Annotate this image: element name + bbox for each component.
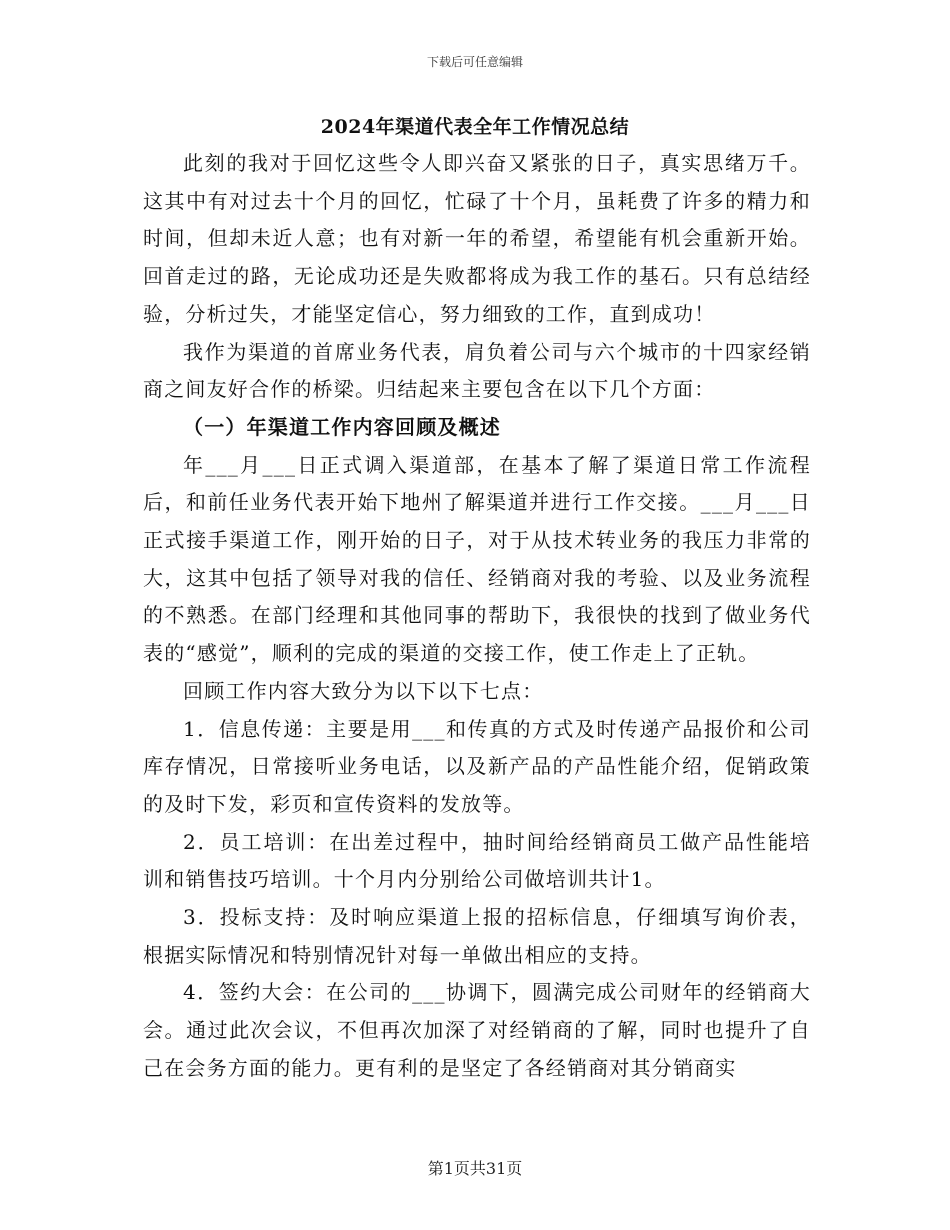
- document-title: 2024年渠道代表全年工作情况总结: [320, 116, 630, 138]
- list-item-staff-training: 2．员工培训：在出差过程中，抽时间给经销商员工做产品性能培训和销售技巧培训。十个月内分别给公司做培训共计1。: [143, 829, 811, 892]
- section-heading: （一）年渠道工作内容回顾及概述: [183, 414, 501, 439]
- paragraph-summary-intro: 回顾工作内容大致分为以下以下七点：: [183, 678, 544, 703]
- page-footer: 第1页共31页: [427, 1159, 523, 1178]
- paragraph-role: 我作为渠道的首席业务代表，肩负着公司与六个城市的十四家经销商之间友好合作的桥梁。归结起来主要包含在以下几个方面：: [143, 339, 811, 402]
- header-note: 下载后可任意编辑: [426, 55, 523, 69]
- list-item-info-delivery: 1．信息传递：主要是用___和传真的方式及时传递产品报价和公司库存情况，日常接听业务电话，以及新产品的产品性能介绍，促销政策的及时下发，彩页和宣传资料的发放等。: [143, 716, 811, 816]
- list-item-signing-conference: 4．签约大会：在公司的___协调下，圆满完成公司财年的经销商大会。通过此次会议，不但再次加深了对经销商的了解，同时也提升了自己在会务方面的能力。更有利的是坚定了各经销商对其分销商实: [143, 980, 811, 1080]
- document-body: [143, 145, 811, 1088]
- list-item-bid-support: 3．投标支持：及时响应渠道上报的招标信息，仔细填写询价表，根据实际情况和特别情况针对每一单做出相应的支持。: [143, 905, 811, 967]
- paragraph-transfer: 年___月___日正式调入渠道部，在基本了解了渠道日常工作流程后，和前任业务代表开始下地州了解渠道并进行工作交接。___月___日正式接手渠道工作，刚开始的日子，对于从技术转业务的我压力非常的大，这其中包括了领导对我的信任、经销商对我的考验、以及业务流程的不熟悉。在部门经理和其他同事的帮助下，我很快的找到了做业务代表的“感觉”，顺利的完成的渠道的交接工作，使工作走上了正轨。: [143, 452, 811, 666]
- paragraph-intro: 此刻的我对于回忆这些令人即兴奋又紧张的日子，真实思绪万千。这其中有对过去十个月的回忆，忙碌了十个月，虽耗费了许多的精力和时间，但却未近人意；也有对新一年的希望，希望能有机会重新开始。回首走过的路，无论成功还是失败都将成为我工作的基石。只有总结经验，分析过失，才能坚定信心，努力细致的工作，直到成功！: [143, 151, 811, 326]
